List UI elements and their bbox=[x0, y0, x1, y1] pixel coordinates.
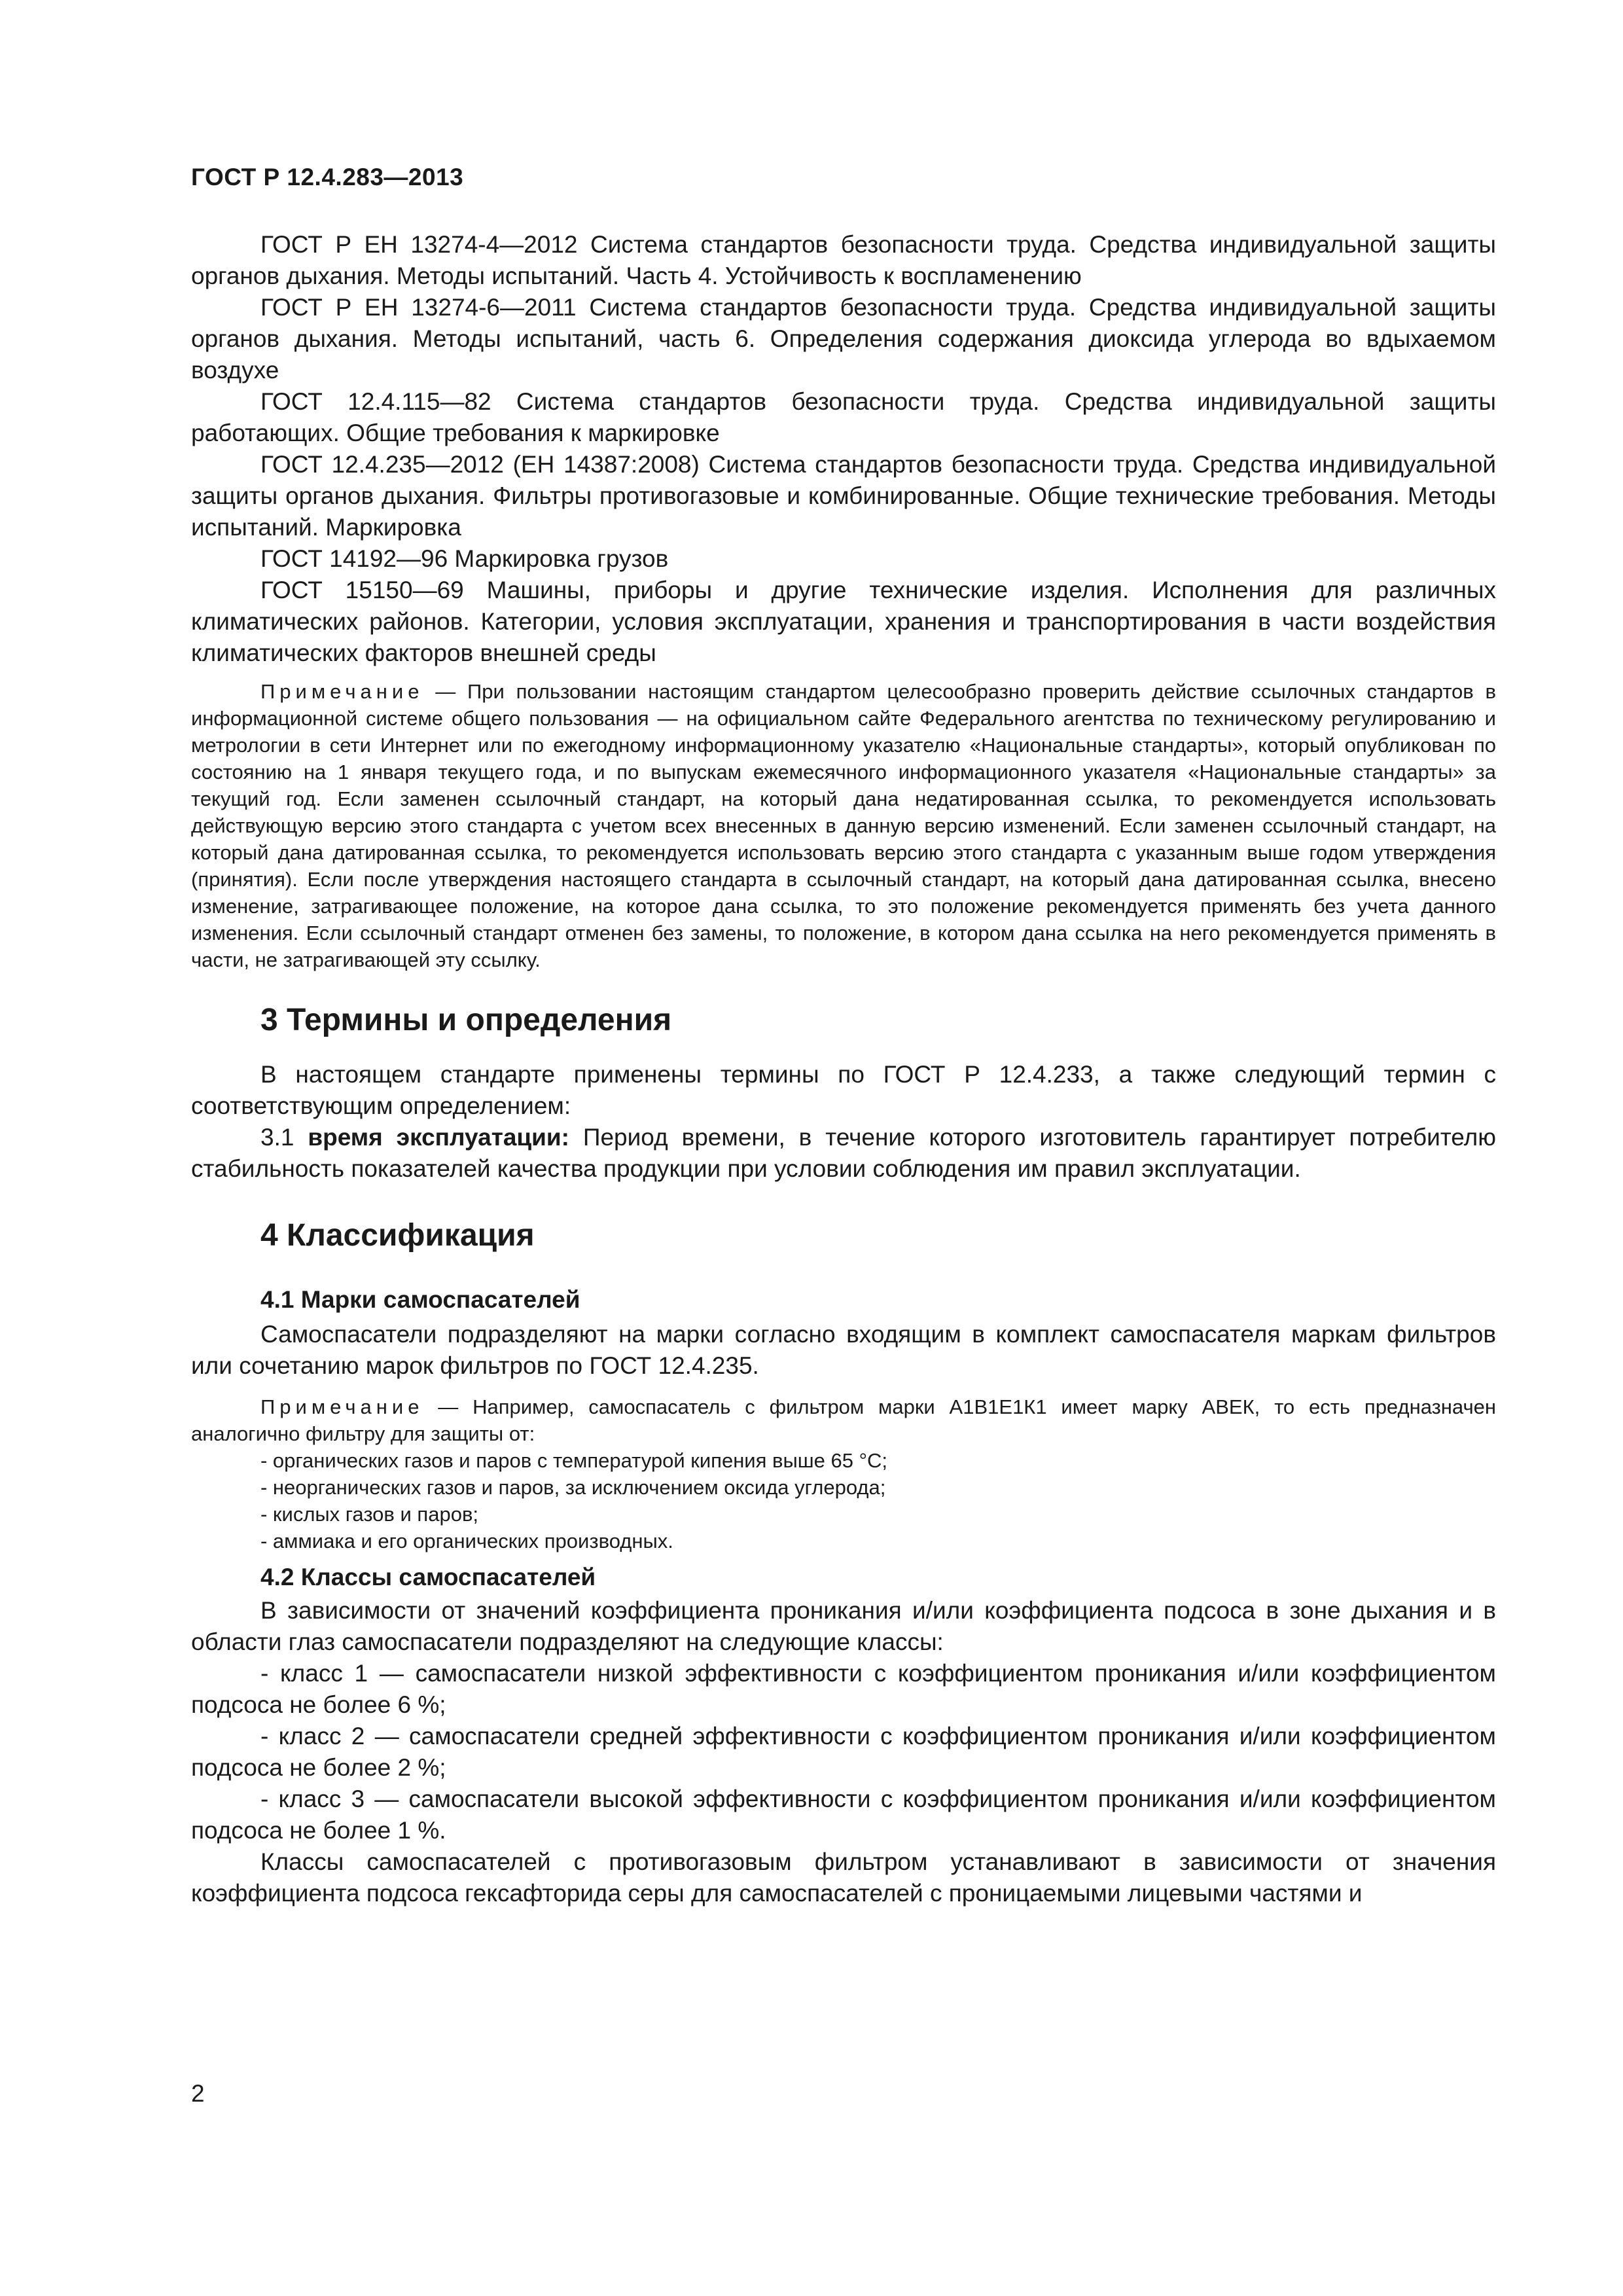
term-name: время эксплуатации: bbox=[308, 1124, 569, 1151]
classes-intro: В зависимости от значений коэффициента проникания и/или коэффициента подсоса в зоне дыхания и в области глаз самоспасатели подразделяют на следующие классы: bbox=[191, 1597, 1496, 1655]
term-definition bbox=[191, 1122, 1496, 1185]
note-text: — Например, самоспасатель с фильтром марки А1В1Е1К1 имеет марку АВЕК, то есть предназначен аналогично фильтру для защиты от: bbox=[191, 1395, 1496, 1445]
reference-item: ГОСТ 12.4.235—2012 (ЕН 14387:2008) Система стандартов безопасности труда. Средства индивидуальной защиты органов дыхания. Фильтры противогазовые и комбинированные. Общие технические требования. Методы испытаний. Маркировка bbox=[191, 451, 1496, 541]
note-references bbox=[191, 678, 1496, 973]
section-heading-terms: 3 Термины и определения bbox=[260, 1003, 672, 1037]
brands-text: Самоспасатели подразделяют на марки согласно входящим в комплект самоспасателя маркам фильтров или сочетанию марок фильтров по ГОСТ 12.4.235. bbox=[191, 1321, 1496, 1379]
classes-closing: Классы самоспасателей с противогазовым фильтром устанавливают в зависимости от значения коэффициента подсоса гексафторида серы для самоспасателей с проницаемыми лицевыми частями и bbox=[191, 1848, 1496, 1907]
note-label: Примечание bbox=[260, 1395, 424, 1418]
note-text: — При пользовании настоящим стандартом целесообразно проверить действие ссылочных стандартов в информационной системе общего пользования — на официальном сайте Федерального агентства по техническому регулированию и метрологии в сети Интернет или по ежегодному информационному указателю «Национальные стандарты», который опубликован по состоянию на 1 января текущего года, и по выпускам ежемесячного информационного указателя «Национальные стандарты» за текущий год. Если заменен ссылочный стандарт, на который дана недатированная ссылка, то рекомендуется использовать действующую версию этого стандарта с учетом всех внесенных в данную версию изменений. Если заменен ссылочный стандарт, на который дана датированная ссылка, то рекомендуется использовать версию этого стандарта с указанным выше годом утверждения (принятия). Если после утверждения настоящего стандарта в ссылочный стандарт, на который дана датированная ссылка, внесено изменение, затрагивающее положение, на которое дана ссылка, то это положение рекомендуется применять без учета данного изменения. Если ссылочный стандарт отменен без замены, то положение, в котором дана ссылка на него рекомендуется применять в части, не затрагивающей эту ссылку. bbox=[191, 680, 1496, 971]
list-item: - органических газов и паров с температурой кипения выше 65 °С; bbox=[260, 1449, 887, 1472]
normative-references-list bbox=[191, 229, 1496, 669]
note-example bbox=[191, 1393, 1496, 1447]
list-item: - аммиака и его органических производных. bbox=[260, 1530, 673, 1552]
list-item: - неорганических газов и паров, за исключением оксида углерода; bbox=[260, 1476, 886, 1499]
class-item: - класс 2 — самоспасатели средней эффективности с коэффициентом проникания и/или коэффициентом подсоса не более 2 %; bbox=[191, 1723, 1496, 1781]
subsection-heading-brands: 4.1 Марки самоспасателей bbox=[260, 1286, 580, 1313]
page-number: 2 bbox=[191, 2080, 205, 2107]
reference-item: ГОСТ 15150—69 Машины, приборы и другие технические изделия. Исполнения для различных климатических районов. Категории, условия эксплуатации, хранения и транспортирования в части воздействия климатических факторов внешней среды bbox=[191, 577, 1496, 666]
class-item: - класс 1 — самоспасатели низкой эффективности с коэффициентом проникания и/или коэффициентом подсоса не более 6 %; bbox=[191, 1660, 1496, 1718]
term-text: Период времени, в течение которого изготовитель гарантирует потребителю стабильность показателей качества продукции при условии соблюдения им правил эксплуатации. bbox=[191, 1124, 1496, 1182]
reference-item: ГОСТ Р ЕН 13274-6—2011 Система стандартов безопасности труда. Средства индивидуальной защиты органов дыхания. Методы испытаний, часть 6. Определения содержания диоксида углерода во вдыхаемом воздухе bbox=[191, 294, 1496, 384]
class-item: - класс 3 — самоспасатели высокой эффективности с коэффициентом проникания и/или коэффициентом подсоса не более 1 %. bbox=[191, 1785, 1496, 1844]
section-heading-classification: 4 Классификация bbox=[260, 1218, 535, 1253]
reference-item: ГОСТ 12.4.115—82 Система стандартов безопасности труда. Средства индивидуальной защиты работающих. Общие требования к маркировке bbox=[191, 388, 1496, 446]
subsection-heading-classes: 4.2 Классы самоспасателей bbox=[260, 1564, 596, 1590]
document-header-id: ГОСТ Р 12.4.283—2013 bbox=[191, 164, 464, 190]
reference-item: ГОСТ 14192—96 Маркировка грузов bbox=[260, 545, 669, 572]
list-item: - кислых газов и паров; bbox=[260, 1503, 479, 1526]
reference-item: ГОСТ Р ЕН 13274-4—2012 Система стандартов безопасности труда. Средства индивидуальной защиты органов дыхания. Методы испытаний. Часть 4. Устойчивость к воспламенению bbox=[191, 231, 1496, 289]
document-body bbox=[191, 229, 1496, 1909]
terms-intro: В настоящем стандарте применены термины по ГОСТ Р 12.4.233, а также следующий термин с соответствующим определением: bbox=[191, 1061, 1496, 1119]
term-number: 3.1 bbox=[260, 1124, 294, 1151]
note-label: Примечание bbox=[260, 680, 424, 703]
